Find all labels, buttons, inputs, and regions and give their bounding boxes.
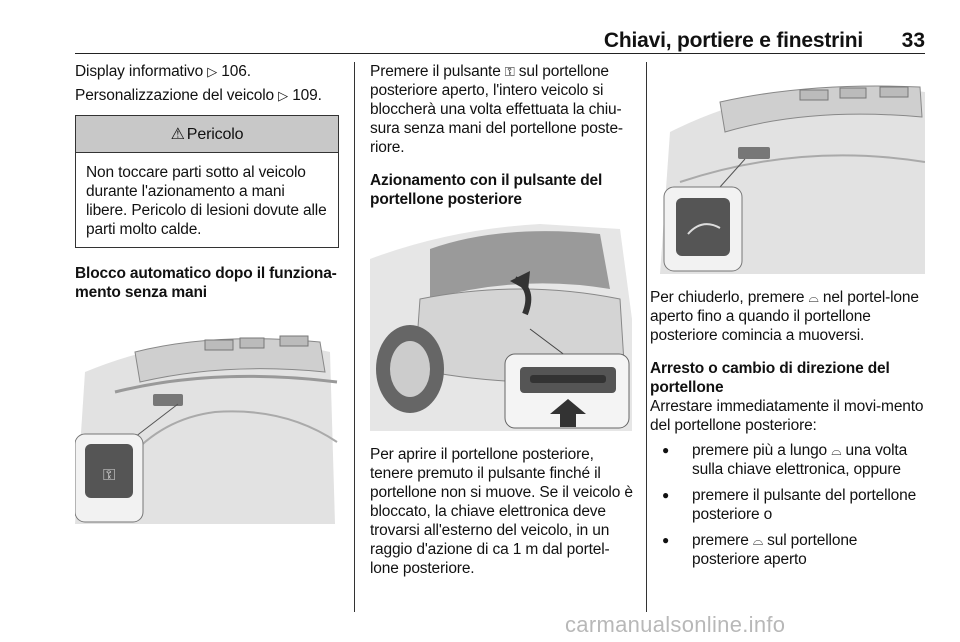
column-2 xyxy=(370,62,635,578)
list-item: ● premere il pulsante del portellone posteriore o xyxy=(650,486,925,524)
column-1 xyxy=(75,62,340,524)
paragraph-open-tailgate: Per aprire il portellone posteriore, tenere premuto il pulsante finché il portellone non si muove. Se il veicolo è bloccato, la chiave elettronica deve trovarsi all'esterno del veicolo, in un raggio d'azione di ca 1 m dal portel-lone posteriore. xyxy=(370,446,633,577)
tailgate-button-illustration xyxy=(370,219,632,431)
section-heading: Blocco automatico dopo il funziona-mento senza mani xyxy=(75,265,337,301)
paragraph-stop: Arrestare immediatamente il movi-mento del portellone posteriore: xyxy=(650,398,924,434)
section-heading: Azionamento con il pulsante del portellone posteriore xyxy=(370,172,603,208)
section-heading: Arresto o cambio di direzione del portellone xyxy=(650,360,890,396)
list-item: ● premere più a lungo ⌓ una volta sulla chiave elettronica, oppure xyxy=(650,441,925,479)
paragraph-close-tailgate: Per chiuderlo, premere ⌓ nel portel-lone aperto fino a quando il portellone posteriore comincia a muoversi. xyxy=(650,289,919,344)
danger-title: Pericolo xyxy=(186,125,244,143)
tailgate-icon: ⌓ xyxy=(831,443,842,458)
cross-reference-1[interactable] xyxy=(75,62,340,81)
column-divider-2 xyxy=(646,62,647,612)
ref-page: 106. xyxy=(221,63,251,80)
column-divider-1 xyxy=(354,62,355,612)
bullet-list xyxy=(650,441,925,569)
ref-text: Personalizzazione del veicolo xyxy=(75,87,274,104)
tailgate-close-button-illustration xyxy=(650,62,925,274)
tailgate-icon: ⌓ xyxy=(808,290,819,305)
tailgate-icon: ⌓ xyxy=(752,533,763,548)
column-3 xyxy=(650,62,925,576)
ref-page: 109. xyxy=(292,87,322,104)
lock-button-icon: ⚿ xyxy=(504,64,515,79)
chapter-title: Chiavi, portiere e finestrini xyxy=(603,29,863,52)
arrow-icon: ▷ xyxy=(278,88,289,103)
danger-header xyxy=(76,116,338,153)
page-number: 33 xyxy=(901,29,925,52)
page-header xyxy=(75,29,925,54)
cross-reference-2[interactable] xyxy=(75,86,340,105)
ref-text: Display informativo xyxy=(75,63,204,80)
paragraph-lock-button: Premere il pulsante ⚿ sul portellone posteriore aperto, l'intero veicolo si bloccherà una volta effettuata la chiu-sura senza mani del portellone poste-riore. xyxy=(370,63,623,156)
tailgate-lock-button-illustration xyxy=(75,312,339,524)
watermark: carmanualsonline.info xyxy=(565,612,786,637)
danger-box xyxy=(75,115,339,248)
danger-text: Non toccare parti sotto al veicolo durante l'azionamento a mani libere. Pericolo di lesioni dovute alle parti molto calde. xyxy=(86,164,327,238)
svg-text:⚿: ⚿ xyxy=(102,465,116,484)
list-item: ● premere ⌓ sul portellone posteriore aperto xyxy=(650,531,925,569)
warning-icon: ⚠ xyxy=(170,125,185,143)
arrow-icon: ▷ xyxy=(207,64,218,79)
